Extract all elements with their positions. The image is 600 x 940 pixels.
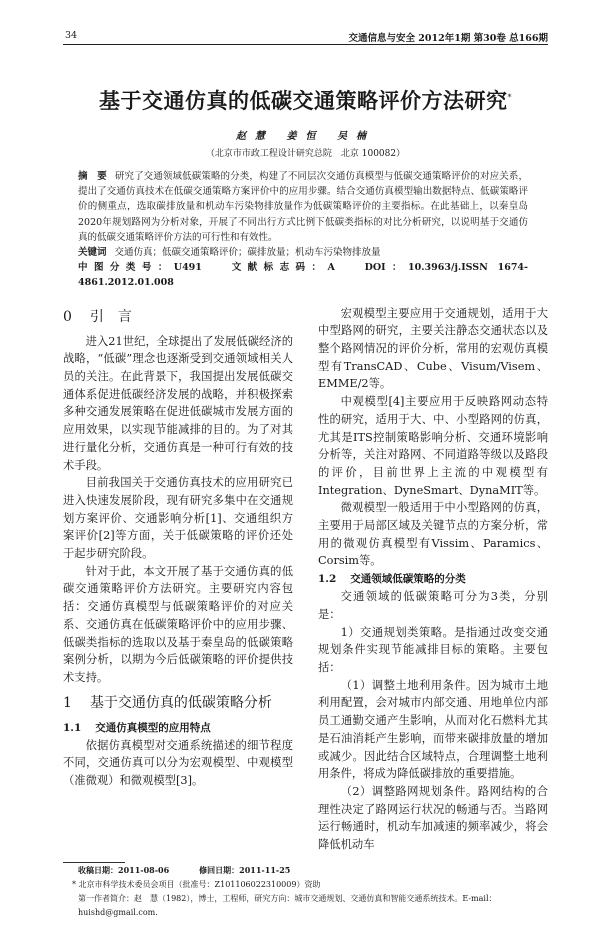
received-date: 收稿日期：2011-08-06 bbox=[78, 864, 170, 875]
paragraph: 交通领域的低碳策略可分为3类，分别是： bbox=[318, 590, 548, 621]
keywords bbox=[78, 245, 528, 260]
clc-number: 中图分类号：U491 bbox=[78, 262, 202, 274]
running-header bbox=[63, 30, 548, 45]
footnote-funding: * 北京市科学技术委员会项目（批准号：Z101106022310009）资助 bbox=[72, 879, 321, 889]
keywords-text: 交通仿真；低碳交通策略评价；碳排放量；机动车污染物排放量 bbox=[114, 247, 381, 259]
abstract-text: 研究了交通领域低碳策略的分类，构建了不同层次交通仿真模型与低碳交通策略评价的对应关系，提出了交通仿真技术在低碳交通策略方案评价中的应用步骤。结合交通仿真模型输出数据特点、低碳策略评价的侧重点，选取碳排放量和机动车污染物排放量作为低碳策略评价的主要指标。在此基础上，以秦皇岛2020年规划路网为分析对象，开展了不同出行方式比例下低碳类指标的对比分析研究，以说明基于交通仿真的低碳交通策略评价方法的可行性和有效性。 bbox=[78, 171, 528, 243]
paragraph: 依据仿真模型对交通系统描述的细节程度不同，交通仿真可以分为宏观模型、中观模型（准微观）和微观模型[3]。 bbox=[63, 738, 293, 788]
title-text: 基于交通仿真的低碳交通策略评价方法研究 bbox=[99, 88, 508, 113]
section-title: 引 言 bbox=[89, 308, 132, 325]
section-number: 1 bbox=[63, 694, 72, 711]
page-number: 34 bbox=[65, 30, 78, 41]
section-number: 0 bbox=[63, 308, 72, 325]
abstract-label: 摘 要 bbox=[78, 171, 107, 182]
paragraph: 1）交通规划类策略。是指通过改变交通规划条件实现节能减排目标的策略。主要包括： bbox=[318, 625, 548, 674]
classification bbox=[78, 260, 528, 290]
section-0-heading bbox=[63, 305, 293, 329]
body-columns bbox=[63, 305, 548, 854]
paragraph: 针对于此，本文开展了基于交通仿真的低碳交通策略评价方法研究。主要研究内容包括：交通仿真模型与低碳策略评价的对应关系、交通仿真在低碳策略评价中的应用步骤、低碳类指标的选取以及基于秦皇岛的低碳策略案例分析，以期为今后低碳策略的评价提供技术支持。 bbox=[63, 564, 293, 684]
title-footnote-mark: * bbox=[507, 93, 512, 102]
paragraph: 宏观模型主要应用于交通规划，适用于大中型路网的研究，主要关注静态交通状态以及整个路网情况的评价分析，常用的宏观仿真模型有TransCAD、Cube、Visum/Visem、EMME/2等。 bbox=[318, 306, 548, 391]
section-1-1-heading bbox=[63, 719, 293, 737]
affiliation: （北京市市政工程设计研究总院 北京 100082） bbox=[205, 149, 406, 159]
footnote-author-bio: 第一作者简介：赵 慧（1982），博士，工程师，研究方向：城市交通规划、交通仿真和智能交通系统技术。E-mail：huishd@gmail.com. bbox=[78, 893, 497, 917]
doi: DOI：10.3963/j.ISSN 1674-4861.2012.01.008 bbox=[78, 262, 528, 289]
paragraph: 微观模型一般适用于中小型路网的仿真，主要用于局部区域及关键节点的方案分析，常用的微观仿真模型有Vissim、Paramics、Corsim等。 bbox=[318, 501, 548, 568]
section-1-heading bbox=[63, 691, 293, 715]
keywords-label: 关键词 bbox=[78, 247, 107, 259]
section-title: 交通仿真模型的应用特点 bbox=[95, 721, 211, 734]
paragraph: （2）调整路网规划条件。路网结构的合理性决定了路网运行状况的畅通与否。当路网运行畅通时，机动车加减速的频率减少，将会降低机动车 bbox=[318, 784, 548, 852]
abstract bbox=[78, 169, 528, 245]
revised-date: 修回日期：2011-11-25 bbox=[199, 864, 291, 875]
right-column bbox=[318, 305, 548, 854]
section-1-2-heading bbox=[318, 570, 548, 588]
front-matter bbox=[78, 169, 528, 291]
paragraph: 中观模型[4]主要应用于反映路网动态特性的研究，适用于大、中、小型路网的仿真，尤其是ITS控制策略影响分析、交通环境影响分析等，关注对路网、不同道路等级以及路段的评价，目前世界上主流的中观模型有Integration、DyneSmart、DynaMIT等。 bbox=[318, 395, 548, 497]
section-number: 1.2 bbox=[318, 573, 337, 586]
authors: 赵慧 姜恒 吴楠 bbox=[236, 131, 375, 142]
footnote-dates bbox=[78, 863, 548, 878]
paragraph: 目前我国关于交通仿真技术的应用研究已进入快速发展阶段，现有研究多集中在交通规划方案评价、交通影响分析[1]、交通组织方案评价[2]等方面，关于低碳策略的评价还处于起步研究阶段。 bbox=[63, 476, 293, 561]
journal-info: 交通信息与安全 2012年1期 第30卷 总166期 bbox=[348, 33, 548, 44]
left-column bbox=[63, 305, 293, 854]
paragraph: 进入21世纪，全球提出了发展低碳经济的战略，“低碳”理念也逐渐受到交通领域相关人员的关注。在此背景下，我国提出发展低碳交通体系促进低碳经济发展的战略，并积极探索多种交通发展策略在促进低碳城市发展方面的应用效果，以实现节能减排的目的。为了对其进行量化分析，交通仿真是一种可行有效的技术手段。 bbox=[63, 334, 293, 472]
paragraph: （1）调整土地利用条件。因为城市土地利用配置，会对城市内部交通、用地单位内部员工通勤交通产生影响，从而对化石燃料尤其是石油消耗产生影响，而带来碳排放量的增加或减少。因此结合区域特点，合理调整土地利用条件，将成为降低碳排放的重要措施。 bbox=[318, 678, 548, 781]
document-code: 文献标志码：A bbox=[231, 262, 335, 274]
paper-title bbox=[63, 85, 548, 114]
section-title: 交通领域低碳策略的分类 bbox=[350, 573, 466, 586]
section-title: 基于交通仿真的低碳策略分析 bbox=[89, 694, 272, 711]
section-number: 1.1 bbox=[63, 721, 82, 734]
